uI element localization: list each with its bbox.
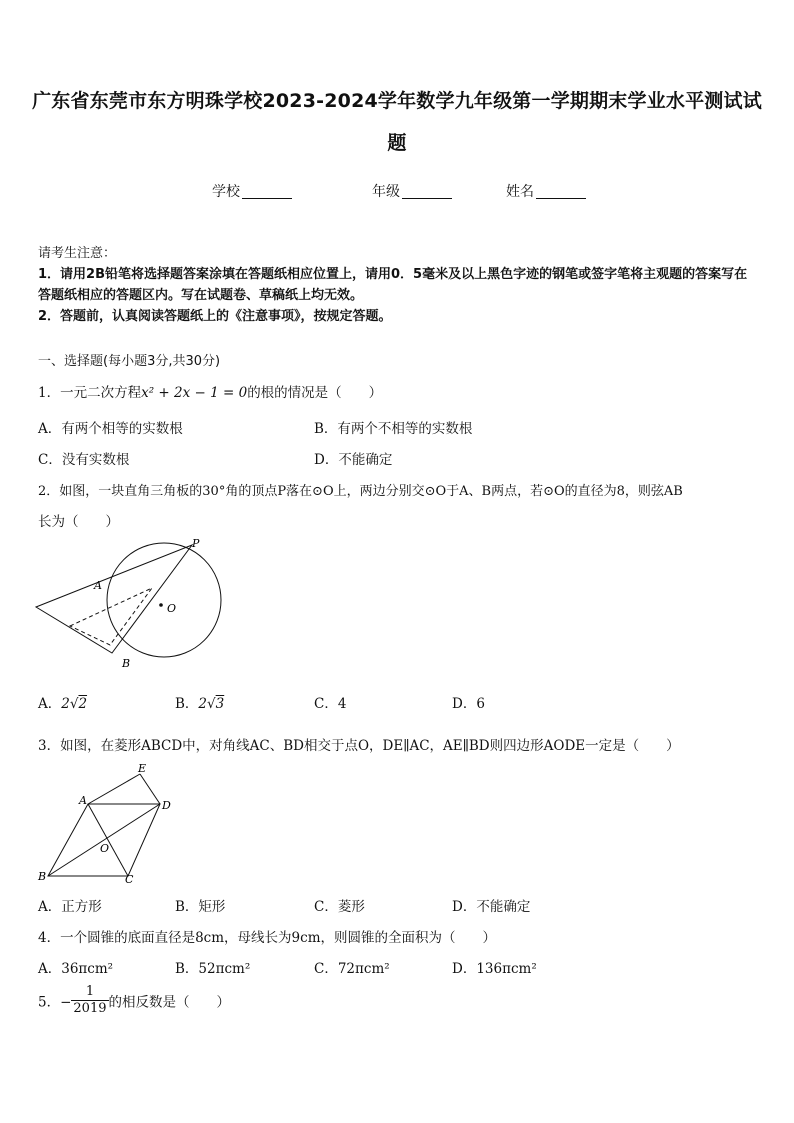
q4-option-a: A．36πcm² [38, 961, 114, 977]
question-1 [38, 381, 382, 401]
grade-label: 年级 [372, 184, 400, 200]
label-b: B [38, 870, 47, 883]
q5-denominator: 2019 [73, 1001, 107, 1016]
exam-title-line1: 广东省东莞市东方明珠学校2023-2024学年数学九年级第一学期期末学业水平测试试 [32, 90, 762, 112]
sqrt-icon: √ [207, 696, 216, 712]
q1-option-b: B．有两个不相等的实数根 [314, 421, 473, 437]
question-3: 3．如图，在菱形ABCD中，对角线AC、BD相交于点O，DE∥AC，AE∥BD则四边形AODE一定是（ ） [38, 738, 680, 754]
grade-field [372, 181, 452, 201]
q4-option-c: C．72πcm² [314, 961, 390, 977]
triangle-board [36, 545, 192, 653]
label-o: O [100, 842, 110, 855]
name-label: 姓名 [506, 184, 534, 200]
q5-fraction [71, 984, 108, 1017]
q2-b-coef: 2 [198, 696, 208, 712]
notice-item-1: 1．请用2B铅笔将选择题答案涂填在答题纸相应位置上，请用0．5毫米及以上黑色字迹的钢笔或签字笔将主观题的答案写在答题纸相应的答题区内。写在试题卷、草稿纸上均无效。 [38, 267, 748, 303]
q3-option-d: D．不能确定 [452, 899, 531, 915]
label-a: A [79, 794, 87, 807]
exam-title-line2: 题 [387, 132, 407, 154]
q5-suffix: 的相反数是（ ） [108, 994, 230, 1011]
triangle-inner-dashed [70, 588, 152, 645]
q4-option-b: B．52πcm² [175, 961, 251, 977]
notice-item-2: 2．答题前，认真阅读答题纸上的《注意事项》，按规定答题。 [38, 309, 392, 324]
q1-stem-suffix: 的根的情况是（ ） [247, 385, 383, 401]
segment-de [140, 774, 160, 804]
q3-option-c: C．菱形 [314, 899, 365, 915]
q5-numerator: 1 [71, 984, 108, 1001]
q3-option-b: B．矩形 [175, 899, 226, 915]
q1-stem-prefix: 1．一元二次方程 [38, 385, 142, 401]
school-label: 学校 [212, 184, 240, 200]
q2-a-prefix: A． [38, 696, 62, 712]
question-5 [38, 984, 230, 1017]
circle-o [107, 543, 221, 657]
q1-option-c: C．没有实数根 [38, 452, 130, 468]
q1-option-d: D．不能确定 [314, 452, 393, 468]
notice-heading: 请考生注意： [38, 246, 117, 261]
question-4: 4．一个圆锥的底面直径是8cm，母线长为9cm，则圆锥的全面积为（ ） [38, 930, 496, 946]
q2-a-coef: 2 [61, 696, 70, 712]
q2-a-radicand: 2 [78, 696, 88, 712]
diagonal-bd [48, 804, 160, 876]
q3-option-a: A．正方形 [38, 899, 102, 915]
q2-b-radicand: 3 [215, 696, 225, 712]
label-c: C [125, 873, 134, 886]
q4-option-d: D．136πcm² [452, 961, 537, 977]
q1-equation: x² + 2x − 1 = 0 [141, 385, 248, 401]
center-o-dot [159, 603, 163, 607]
q1-option-a: A．有两个相等的实数根 [38, 421, 183, 437]
sqrt-icon: √ [69, 696, 79, 712]
label-o: O [167, 602, 177, 615]
q2-b-prefix: B． [175, 696, 199, 712]
q2-option-b [175, 692, 224, 712]
question-2-line1: 2．如图，一块直角三角板的30°角的顶点P落在⊙O上，两边分别交⊙O于A、B两点，若⊙O的直径为8，则弦AB [38, 484, 683, 499]
q2-figure [30, 535, 230, 675]
label-e: E [138, 762, 147, 775]
q2-option-c: C．4 [314, 696, 347, 712]
label-b: B [122, 657, 131, 670]
diagonal-ac [88, 804, 128, 876]
label-d: D [162, 799, 171, 812]
school-field [212, 181, 292, 201]
q2-option-d: D．6 [452, 696, 485, 712]
notice-block [38, 243, 760, 327]
q2-option-a [38, 692, 87, 712]
label-p: P [192, 537, 200, 550]
name-field [506, 181, 586, 201]
question-2-line2: 长为（ ） [38, 514, 119, 530]
q3-figure [34, 762, 184, 886]
segment-ae [88, 774, 140, 804]
q5-prefix: 5．− [38, 994, 72, 1011]
section-heading: 一、选择题(每小题3分,共30分) [38, 354, 221, 369]
label-a: A [94, 579, 102, 592]
